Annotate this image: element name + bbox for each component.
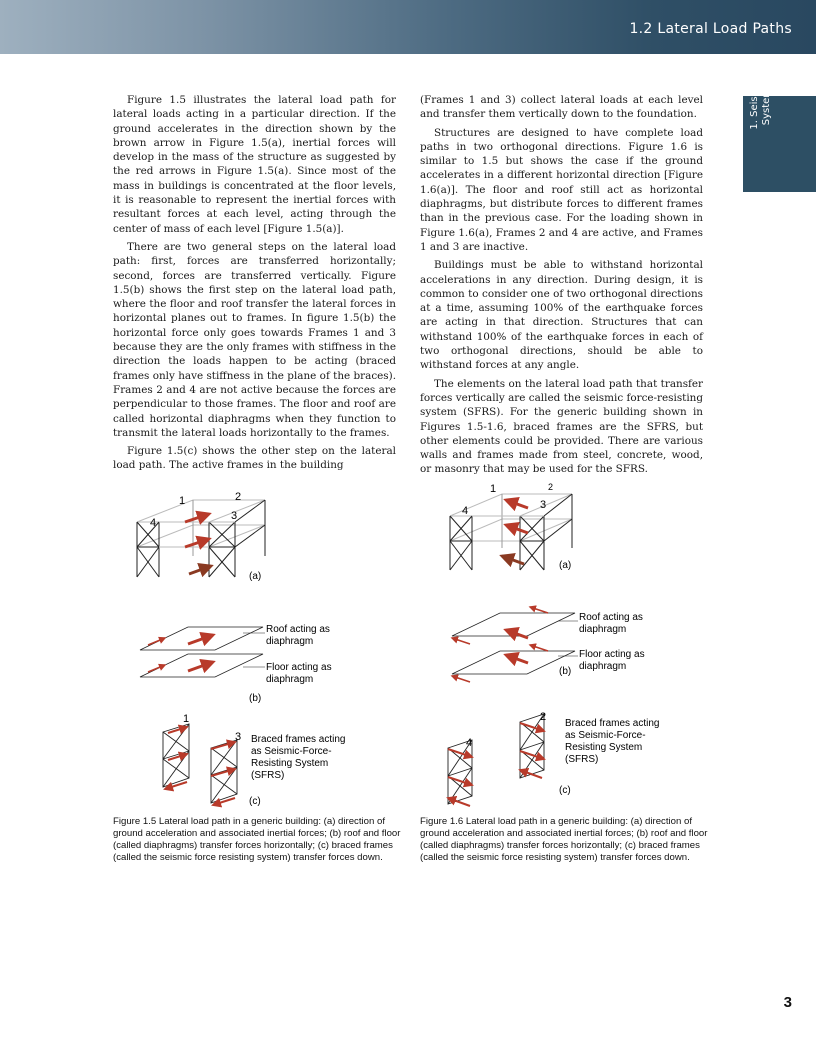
chapter-tab[interactable] [743, 78, 816, 192]
figure-1-6-caption: Figure 1.6 Lateral load path in a generic building: (a) direction of ground acceleration and associated inertial forces; (b) roof and floor (called diaphragms) transfer forces horizontally; (c) braced frames (called the seismic force resisting system) transfer forces down. [420, 816, 708, 863]
frame-label-3: 3 [540, 499, 547, 511]
inertial-arrow-roof [506, 500, 528, 508]
inertial-arrow-roof [185, 514, 209, 522]
building-3d [137, 500, 265, 577]
figure-1-6 [420, 478, 720, 808]
roof-label-line1: Roof acting as [579, 612, 643, 623]
inertial-arrow-floor [185, 539, 209, 547]
subfigure-label-c: (c) [249, 796, 261, 807]
paragraph: There are two general steps on the lateral load path: first, forces are transferred horizontally; second, forces are transferred vertically. Figure 1.5(b) shows the first step on the lateral load path, where the floor and roof transfer the lateral forces in horizontal planes out to frames. In figure 1.5(b) the horizontal force only goes towards Frames 1 and 3 because they are the only frames with stiffness in the direction the loads happen to be acting (braced frames only have stiffness in the plane of the braces). Frames 2 and 4 are not active because the forces are perpendicular to those frames. The floor and roof are called horizontal diaphragms when they function to transmit the lateral loads horizontally to the frames. [113, 240, 396, 439]
paragraph: (Frames 1 and 3) collect lateral loads at each level and transfer them vertically down to the foundation. [420, 94, 703, 121]
floor-edge-arrow-back [530, 645, 548, 651]
ground-arrow [502, 556, 524, 564]
figure-1-5-caption: Figure 1.5 Lateral load path in a generic building: (a) direction of ground acceleration and associated inertial forces; (b) roof and floor (called diaphragms) transfer forces horizontally; (c) braced frames (called the seismic force resisting system) transfer forces down. [113, 816, 401, 863]
floor-inertial-arrow [506, 655, 528, 663]
frame-label-1: 1 [179, 495, 186, 507]
right-text-column [420, 93, 703, 481]
frame-label-2: 2 [235, 491, 242, 503]
diaphragm-planes [140, 627, 263, 677]
frame4-roof-arrow [448, 749, 472, 757]
diaphragm-planes [452, 613, 575, 674]
floor-label-line2: diaphragm [266, 674, 314, 685]
inertial-arrow-floor [506, 525, 528, 533]
section-title: 1.2 Lateral Load Paths [629, 21, 792, 37]
roof-edge-arrow-back [530, 607, 548, 613]
sfrs-label-line4: (SFRS) [565, 754, 599, 765]
frame-label-4: 4 [150, 517, 157, 529]
paragraph: Buildings must be able to withstand horizontal accelerations in any direction. During design, it is common to consider one of two orthogonal directions at a time, assuming 100% of the earthquake forces are acting in that direction. Structures that can withstand 100% of the earthquake forces in each of two orthogonal directions, should be able to withstand forces at any angle. [420, 259, 703, 372]
floor-inertial-arrow [188, 662, 213, 671]
floor-edge-arrow-front [452, 676, 470, 682]
sfrs-label-line2: as Seismic-Force- [251, 746, 332, 757]
sfrs-label-line2: as Seismic-Force- [565, 730, 646, 741]
roof-edge-arrow [148, 638, 165, 645]
sfrs-label-line1: Braced frames acting [565, 718, 660, 729]
sfrs-label-line4: (SFRS) [251, 770, 285, 781]
frame-label-3: 3 [231, 510, 238, 522]
c-frame-label-3: 3 [235, 731, 242, 743]
paragraph: Figure 1.5(c) shows the other step on the lateral load path. The active frames in the building [113, 445, 396, 472]
paragraph: The elements on the lateral load path that transfer forces vertically are called the seismic force-resisting system (SFRS). For the generic building shown in Figures 1.5-1.6, braced frames are the SFRS, but other elements could be provided. There are various walls and frames made from steel, concrete, wood, or masonry that may be used for the SFRS. [420, 377, 703, 476]
c-frame-label-1: 1 [183, 713, 190, 725]
left-text-column [113, 93, 396, 477]
frame-label-2: 2 [548, 482, 554, 492]
subfigure-label-a: (a) [249, 571, 262, 582]
subfigure-label-b: (b) [559, 666, 572, 677]
figure-1-5 [113, 482, 413, 812]
sfrs-label-line1: Braced frames acting [251, 734, 346, 745]
floor-label-line1: Floor acting as [579, 649, 645, 660]
roof-inertial-arrow [188, 635, 213, 644]
frame4-base-arrow [448, 798, 470, 806]
subfigure-label-b: (b) [249, 693, 262, 704]
roof-edge-arrow-front [452, 638, 470, 644]
frame2-roof-arrow [520, 723, 544, 731]
frame-label-4: 4 [462, 505, 469, 517]
roof-label-line2: diaphragm [579, 624, 627, 635]
paragraph: Figure 1.5 illustrates the lateral load path for lateral loads acting in a particular direction. If the ground accelerates in the direction shown by the brown arrow in Figure 1.5(a), inertial forces will develop in the mass of the structure as suggested by the red arrows in Figure 1.5(a). Since most of the mass in buildings is concentrated at the floor levels, it is reasonable to represent the inertial forces with resultant forces at each level, acting through the center of mass of each level [Figure 1.5(a)]. [113, 94, 396, 235]
sfrs-label-line3: Resisting System [251, 758, 329, 769]
c-frame-label-4: 4 [466, 737, 473, 749]
ground-arrow [189, 566, 211, 574]
floor-edge-arrow [148, 665, 165, 672]
roof-label-line1: Roof acting as [266, 624, 330, 635]
header-band [0, 0, 816, 54]
roof-label-line2: diaphragm [266, 636, 314, 647]
frame2-floor-arrow [520, 751, 544, 759]
floor-label-line1: Floor acting as [266, 662, 332, 673]
frame-label-1: 1 [490, 483, 497, 495]
paragraph: Structures are designed to have complete load paths in two orthogonal directions. Figure 1.6 is similar to 1.5 but shows the case if the ground accelerates in a different horizontal direction [Figure 1.6(a)]. The floor and roof still act as horizontal diaphragms, but distribute forces to different frames than in the previous case. For the loading shown in Figure 1.6(a), Frames 2 and 4 are active, and Frames 1 and 3 are inactive. [420, 126, 703, 253]
c-frame-label-2: 2 [540, 711, 547, 723]
chapter-tab-label [749, 64, 773, 144]
page-number: 3 [783, 994, 792, 1011]
subfigure-label-a: (a) [559, 560, 572, 571]
frame4-floor-arrow [448, 777, 472, 785]
subfigure-label-c: (c) [559, 785, 571, 796]
chapter-tab-line2: Systems [761, 82, 772, 126]
chapter-tab-line1: 1. Seismic [749, 78, 760, 130]
figure-1-5-drawing [113, 482, 413, 812]
sfrs-label-line3: Resisting System [565, 742, 643, 753]
roof-inertial-arrow [506, 630, 528, 638]
figure-1-6-drawing [420, 478, 720, 808]
floor-label-line2: diaphragm [579, 661, 627, 672]
